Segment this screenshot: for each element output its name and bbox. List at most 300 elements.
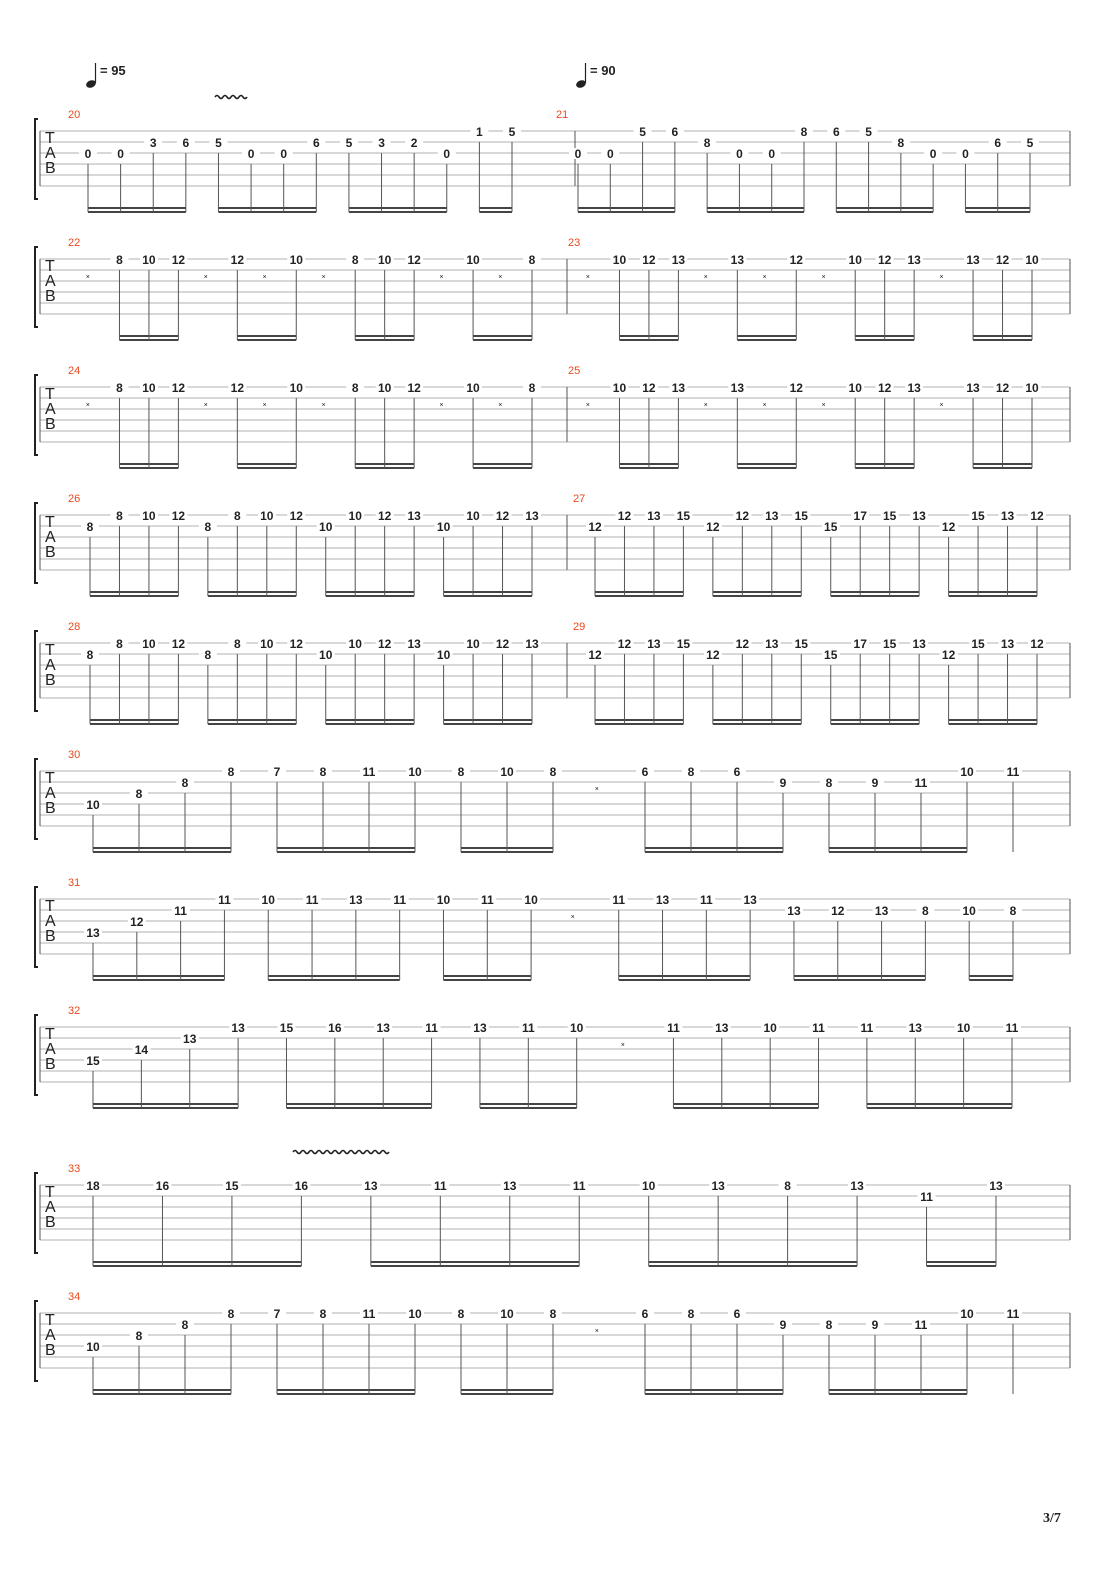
fret-number: 15: [971, 637, 985, 651]
fret-number: 15: [824, 520, 838, 534]
fret-number: 12: [941, 648, 956, 662]
measure-number: 20: [68, 109, 81, 121]
fret-number: 10: [642, 1179, 656, 1193]
tab-system: [35, 1005, 1070, 1108]
fret-number: 10: [1025, 381, 1039, 395]
fret-number: 15: [882, 637, 897, 651]
tab-clef-letter: B: [45, 928, 56, 945]
fret-number: 10: [142, 253, 156, 267]
measure-number: 32: [68, 1005, 81, 1017]
fret-number: 13: [743, 893, 757, 907]
fret-number: 12: [230, 253, 245, 267]
tab-clef-letter: A: [45, 145, 56, 162]
tab-clef-letter: A: [45, 785, 56, 802]
rest-icon: 𝅃: [702, 391, 708, 410]
fret-number: 16: [155, 1179, 170, 1193]
tab-clef-letter: A: [45, 529, 56, 546]
tab-clef-letter: A: [45, 1041, 56, 1058]
rest-icon: 𝅃: [702, 263, 708, 282]
fret-number: 12: [289, 509, 303, 523]
fret-number: 5: [215, 136, 222, 150]
rest-icon: 𝅃: [569, 903, 575, 922]
tab-clef-letter: T: [45, 1184, 55, 1201]
tab-clef-letter: A: [45, 401, 56, 418]
fret-number: 13: [908, 1021, 922, 1035]
measure-number: 34: [68, 1291, 81, 1303]
fret-number: 8: [687, 765, 695, 779]
fret-number: 10: [500, 1307, 514, 1321]
fret-number: 13: [787, 904, 801, 918]
measure-number: 21: [556, 109, 569, 121]
tab-clef-letter: T: [45, 770, 55, 787]
fret-number: 13: [231, 1021, 245, 1035]
fret-number: 15: [225, 1179, 239, 1193]
fret-number: 11: [362, 765, 376, 779]
fret-number: 13: [1000, 509, 1015, 523]
rest-icon: 𝅃: [820, 391, 826, 410]
fret-number: 13: [655, 893, 670, 907]
fret-number: 13: [183, 1032, 197, 1046]
fret-number: 10: [763, 1021, 777, 1035]
fret-number: 13: [874, 904, 889, 918]
system-bracket: [35, 1015, 38, 1095]
tab-systems: [35, 96, 1070, 1395]
fret-number: 9: [871, 1318, 879, 1332]
fret-number: 13: [473, 1021, 487, 1035]
measure-number: 33: [68, 1163, 81, 1175]
rest-icon: 𝅃: [202, 391, 208, 410]
fret-number: 13: [525, 637, 539, 651]
fret-number: 0: [736, 147, 743, 161]
fret-number: 9: [871, 776, 879, 790]
fret-number: 15: [279, 1021, 294, 1035]
fret-number: 8: [319, 1307, 327, 1321]
fret-number: 13: [647, 637, 661, 651]
fret-number: 12: [735, 637, 750, 651]
fret-number: 5: [345, 136, 353, 150]
fret-number: 12: [735, 509, 750, 523]
measure-number: 25: [568, 365, 581, 377]
fret-number: 9: [779, 776, 787, 790]
tab-clef-letter: B: [45, 800, 56, 817]
fret-number: 8: [233, 637, 241, 651]
rest-icon: 𝅃: [85, 391, 91, 410]
fret-number: 11: [920, 1190, 933, 1204]
fret-number: 7: [273, 765, 281, 779]
fret-number: 6: [641, 765, 649, 779]
fret-number: 12: [995, 253, 1010, 267]
fret-number: 10: [960, 765, 974, 779]
system-bracket: [35, 759, 38, 839]
fret-number: 12: [877, 381, 892, 395]
tab-clef-letter: T: [45, 130, 55, 147]
fret-number: 12: [407, 253, 421, 267]
fret-number: 15: [676, 637, 691, 651]
fret-number: 8: [233, 509, 241, 523]
rest-icon: 𝅃: [620, 1031, 626, 1050]
fret-number: 15: [676, 509, 691, 523]
fret-number: 11: [393, 893, 407, 907]
fret-number: 8: [800, 125, 808, 139]
tab-system: [35, 1291, 1070, 1394]
fret-number: 8: [457, 1307, 465, 1321]
fret-number: 12: [941, 520, 956, 534]
fret-number: 8: [116, 509, 123, 523]
fret-number: 10: [377, 253, 392, 267]
fret-number: 17: [853, 637, 867, 651]
fret-number: 10: [960, 1307, 974, 1321]
rest-icon: 𝅃: [320, 391, 326, 410]
fret-number: 13: [765, 509, 779, 523]
rest-icon: 𝅃: [438, 263, 444, 282]
fret-number: 11: [667, 1021, 680, 1035]
fret-number: 10: [289, 381, 303, 395]
rest-icon: 𝅃: [585, 263, 591, 282]
tab-clef-letter: A: [45, 913, 56, 930]
fret-number: 10: [848, 381, 862, 395]
rest-icon: 𝅃: [261, 263, 267, 282]
tempo-label: = 90: [590, 63, 616, 78]
fret-number: 12: [171, 637, 186, 651]
fret-number: 11: [860, 1021, 874, 1035]
fret-number: 10: [319, 520, 333, 534]
tab-clef-letter: B: [45, 672, 56, 689]
rest-icon: 𝅃: [438, 391, 444, 410]
tab-clef-letter: B: [45, 544, 56, 561]
tab-system: [35, 749, 1070, 852]
fret-number: 13: [907, 381, 921, 395]
fret-number: 8: [922, 904, 929, 918]
page-number: 3/7: [1043, 1511, 1061, 1526]
rest-icon: 𝅃: [497, 263, 503, 282]
fret-number: 12: [789, 381, 803, 395]
fret-number: 11: [612, 893, 626, 907]
tab-system: [35, 621, 1070, 724]
vibrato-icon: [293, 1151, 389, 1154]
measure-number: 22: [68, 237, 81, 249]
fret-number: 8: [897, 136, 905, 150]
fret-number: 10: [289, 253, 303, 267]
fret-number: 10: [142, 381, 156, 395]
fret-number: 10: [319, 648, 333, 662]
fret-number: 16: [328, 1021, 342, 1035]
tempo-marking-95: [85, 63, 126, 89]
fret-number: 13: [671, 253, 686, 267]
tab-clef-letter: B: [45, 416, 56, 433]
fret-number: 8: [687, 1307, 695, 1321]
fret-number: 13: [966, 381, 980, 395]
fret-number: 2: [410, 136, 418, 150]
fret-number: 12: [377, 509, 392, 523]
rest-icon: 𝅃: [497, 391, 503, 410]
fret-number: 0: [117, 147, 124, 161]
fret-number: 13: [407, 637, 421, 651]
fret-number: 13: [376, 1021, 390, 1035]
fret-number: 8: [227, 1307, 235, 1321]
rest-icon: 𝅃: [761, 263, 767, 282]
fret-number: 11: [174, 904, 187, 918]
fret-number: 15: [86, 1054, 100, 1068]
fret-number: 11: [521, 1021, 535, 1035]
fret-number: 13: [503, 1179, 517, 1193]
fret-number: 12: [706, 648, 720, 662]
fret-number: 5: [639, 125, 646, 139]
fret-number: 8: [528, 253, 536, 267]
fret-number: 13: [349, 893, 363, 907]
fret-number: 11: [699, 893, 713, 907]
system-bracket: [35, 119, 38, 199]
fret-number: 18: [86, 1179, 100, 1193]
fret-number: 12: [831, 904, 845, 918]
tab-clef-letter: T: [45, 514, 55, 531]
fret-number: 0: [443, 147, 451, 161]
fret-number: 6: [641, 1307, 649, 1321]
fret-number: 13: [525, 509, 539, 523]
fret-number: 12: [789, 253, 803, 267]
fret-number: 11: [480, 893, 494, 907]
measure-number: 28: [68, 621, 81, 633]
fret-number: 8: [204, 520, 212, 534]
rest-icon: 𝅃: [85, 263, 91, 282]
fret-number: 13: [730, 381, 745, 395]
fret-number: 8: [319, 765, 327, 779]
fret-number: 8: [1009, 904, 1017, 918]
fret-number: 10: [260, 509, 274, 523]
fret-number: 12: [588, 520, 602, 534]
fret-number: 15: [971, 509, 985, 523]
fret-number: 13: [966, 253, 980, 267]
fret-number: 8: [135, 787, 143, 801]
fret-number: 5: [508, 125, 516, 139]
fret-number: 8: [181, 776, 189, 790]
tempo-label: = 95: [100, 63, 126, 78]
tab-clef-letter: A: [45, 1199, 56, 1216]
tab-clef-letter: B: [45, 1214, 56, 1231]
fret-number: 10: [466, 637, 480, 651]
fret-number: 9: [779, 1318, 787, 1332]
fret-number: 13: [850, 1179, 864, 1193]
fret-number: 12: [1030, 509, 1044, 523]
fret-number: 11: [1006, 1307, 1020, 1321]
system-bracket: [35, 631, 38, 711]
fret-number: 3: [378, 136, 385, 150]
measure-number: 31: [68, 877, 81, 889]
tab-clef-letter: B: [45, 1056, 56, 1073]
fret-number: 13: [730, 253, 745, 267]
fret-number: 11: [305, 893, 319, 907]
fret-number: 6: [733, 765, 741, 779]
fret-number: 15: [794, 509, 808, 523]
fret-number: 13: [407, 509, 421, 523]
fret-number: 8: [116, 253, 123, 267]
fret-number: 10: [377, 381, 392, 395]
tab-clef-letter: T: [45, 258, 55, 275]
tab-system: [35, 1163, 1070, 1266]
fret-number: 8: [116, 637, 123, 651]
fret-number: 12: [706, 520, 720, 534]
fret-number: 13: [715, 1021, 729, 1035]
fret-number: 12: [617, 637, 632, 651]
fret-number: 13: [671, 381, 686, 395]
fret-number: 0: [962, 147, 969, 161]
fret-number: 6: [182, 136, 190, 150]
fret-number: 5: [1026, 136, 1034, 150]
fret-number: 11: [1006, 765, 1020, 779]
fret-number: 10: [436, 893, 451, 907]
system-bracket: [35, 247, 38, 327]
tab-system: [35, 237, 1070, 340]
fret-number: 11: [914, 1318, 928, 1332]
fret-number: 8: [86, 520, 94, 534]
fret-number: 12: [230, 381, 245, 395]
fret-number: 6: [832, 125, 840, 139]
system-bracket: [35, 375, 38, 455]
fret-number: 13: [989, 1179, 1003, 1193]
fret-number: 0: [768, 147, 776, 161]
fret-number: 8: [227, 765, 235, 779]
fret-number: 8: [457, 765, 465, 779]
measure-number: 27: [573, 493, 586, 505]
fret-number: 13: [907, 253, 921, 267]
tab-clef-letter: A: [45, 1327, 56, 1344]
fret-number: 11: [362, 1307, 376, 1321]
fret-number: 7: [273, 1307, 281, 1321]
system-bracket: [35, 1173, 38, 1253]
fret-number: 5: [865, 125, 872, 139]
tab-clef-letter: T: [45, 386, 55, 403]
rest-icon: 𝅃: [594, 1317, 600, 1336]
fret-number: 12: [130, 915, 144, 929]
fret-number: 10: [261, 893, 275, 907]
fret-number: 10: [466, 381, 480, 395]
rest-icon: 𝅃: [594, 775, 600, 794]
fret-number: 11: [572, 1179, 586, 1193]
fret-number: 10: [142, 637, 156, 651]
tab-clef-letter: B: [45, 288, 56, 305]
system-bracket: [35, 1301, 38, 1381]
rest-icon: 𝅃: [761, 391, 767, 410]
fret-number: 11: [433, 1179, 447, 1193]
rest-icon: 𝅃: [585, 391, 591, 410]
measure-number: 30: [68, 749, 81, 761]
fret-number: 15: [882, 509, 897, 523]
fret-number: 0: [929, 147, 937, 161]
fret-number: 10: [956, 1021, 971, 1035]
tab-system: [35, 877, 1070, 980]
fret-number: 11: [914, 776, 928, 790]
fret-number: 12: [642, 253, 656, 267]
measure-number: 23: [568, 237, 581, 249]
tab-clef-letter: A: [45, 273, 56, 290]
rest-icon: 𝅃: [202, 263, 208, 282]
fret-number: 10: [570, 1021, 584, 1035]
fret-number: 10: [86, 1340, 100, 1354]
system-bracket: [35, 503, 38, 583]
fret-number: 6: [733, 1307, 741, 1321]
fret-number: 8: [549, 765, 557, 779]
fret-number: 10: [962, 904, 976, 918]
fret-number: 11: [218, 893, 231, 907]
fret-number: 13: [1000, 637, 1015, 651]
system-bracket: [35, 887, 38, 967]
fret-number: 12: [171, 253, 186, 267]
fret-number: 12: [588, 648, 602, 662]
fret-number: 10: [1025, 253, 1039, 267]
fret-number: 10: [408, 1307, 422, 1321]
fret-number: 10: [348, 509, 362, 523]
fret-number: 0: [247, 147, 255, 161]
fret-number: 8: [549, 1307, 557, 1321]
fret-number: 13: [711, 1179, 725, 1193]
tab-system: [35, 109, 1070, 212]
measure-number: 24: [68, 365, 81, 377]
tab-clef-letter: T: [45, 1312, 55, 1329]
fret-number: 12: [877, 253, 892, 267]
vibrato-icon: [215, 96, 247, 99]
fret-number: 12: [171, 509, 186, 523]
tempo-marking-90: [575, 63, 616, 89]
fret-number: 13: [765, 637, 779, 651]
fret-number: 10: [86, 798, 100, 812]
fret-number: 12: [171, 381, 186, 395]
tab-clef-letter: T: [45, 642, 55, 659]
fret-number: 13: [647, 509, 661, 523]
fret-number: 10: [142, 509, 156, 523]
fret-number: 8: [135, 1329, 143, 1343]
fret-number: 12: [495, 637, 510, 651]
fret-number: 12: [642, 381, 656, 395]
fret-number: 17: [853, 509, 867, 523]
fret-number: 10: [848, 253, 862, 267]
fret-number: 11: [425, 1021, 438, 1035]
fret-number: 1: [476, 125, 483, 139]
fret-number: 8: [703, 136, 711, 150]
rest-icon: 𝅃: [261, 391, 267, 410]
tab-clef-letter: T: [45, 898, 55, 915]
rest-icon: 𝅃: [320, 263, 326, 282]
fret-number: 13: [912, 509, 926, 523]
fret-number: 10: [612, 253, 627, 267]
fret-number: 10: [612, 381, 627, 395]
measure-number: 29: [573, 621, 586, 633]
fret-number: 10: [466, 509, 480, 523]
fret-number: 13: [912, 637, 926, 651]
tab-clef-letter: A: [45, 657, 56, 674]
fret-number: 12: [617, 509, 632, 523]
fret-number: 10: [500, 765, 514, 779]
fret-number: 8: [528, 381, 536, 395]
fret-number: 14: [134, 1043, 149, 1057]
tab-clef-letter: T: [45, 1026, 55, 1043]
measure-number: 26: [68, 493, 81, 505]
fret-number: 16: [294, 1179, 309, 1193]
fret-number: 8: [784, 1179, 791, 1193]
fret-number: 15: [794, 637, 808, 651]
fret-number: 8: [116, 381, 123, 395]
fret-number: 0: [280, 147, 288, 161]
fret-number: 10: [466, 253, 480, 267]
fret-number: 15: [824, 648, 838, 662]
fret-number: 11: [812, 1021, 825, 1035]
fret-number: 8: [825, 776, 833, 790]
fret-number: 8: [351, 381, 359, 395]
tab-clef-letter: B: [45, 160, 56, 177]
fret-number: 8: [204, 648, 212, 662]
fret-number: 11: [1005, 1021, 1019, 1035]
fret-number: 8: [351, 253, 359, 267]
fret-number: 3: [149, 136, 157, 150]
rest-icon: 𝅃: [938, 391, 944, 410]
